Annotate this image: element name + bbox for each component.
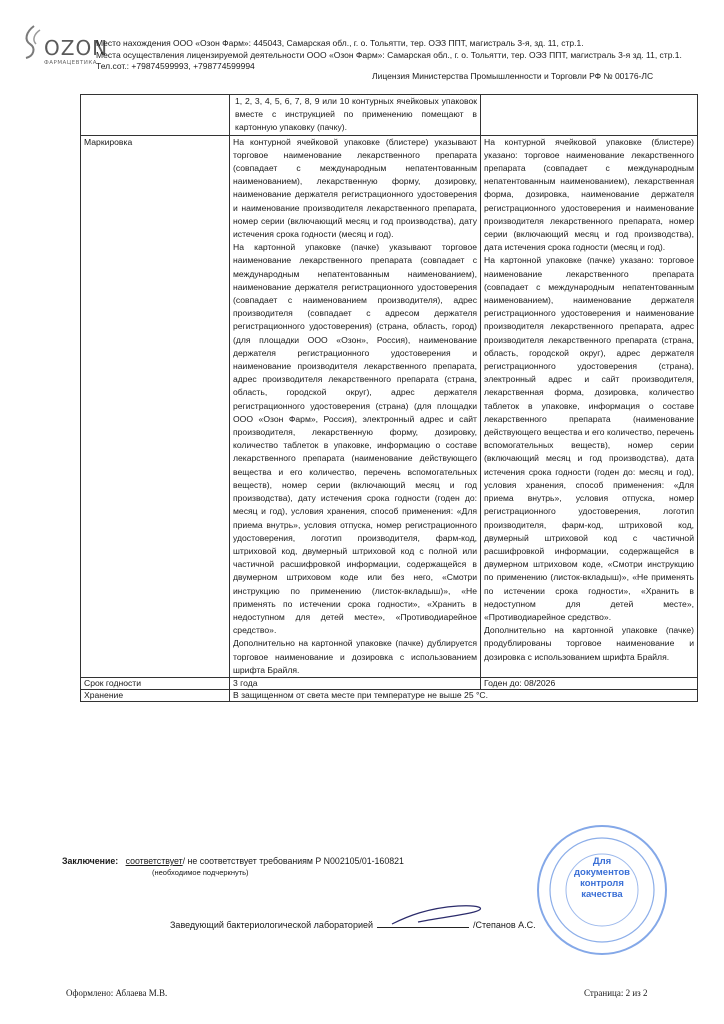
prepared-by: Оформлено: Аблаева М.В. [66,988,168,998]
storage-value: В защищенном от света месте при температуре не выше 25 °С. [230,689,698,701]
conclusion-hint: (необходимое подчеркнуть) [152,868,249,877]
table-row-storage [81,689,698,701]
page-number: Страница: 2 из 2 [584,988,648,998]
conclusion-complies: соответствует [125,856,183,866]
logo-brand: OZON [44,36,109,60]
conclusion [62,856,404,866]
marking-mid-pack: На картонной упаковке (пачке) указывают торговое наименование лекарственного препарата (совпадает с международным непатентованным наименованием), наименование держателя регистрационного удостоверения (совпадает с наименованием производителя), адрес производителя (совпадает с адресом держателя регистрационного удостоверения) (страна, область, город) (для площадки ООО «Озон», Россия), наименование держателя регистрационного удостоверения и наименование производителя лекарственного препарата, адрес производителя лекарственного препарата (страна, область, городской округ), адрес держателя регистрационного удостоверения (страна) (для площадки ООО «Озон Фарм», Россия), электронный адрес и сайт производителя, лекарственную форму, дозировку, количество таблеток в упаковке, информацию о составе лекарственного препарата (наименование действующего вещества и его количество, перечень вспомогательных веществ), номер серии (включающий месяц и год производства), дату истечения срока годности (годен до: месяц и год), условия хранения, способ применения: «Для приема внутрь», условия отпуска, номер регистрационного удостоверения, логотип производителя, фарм-код, штриховой код, двумерный штриховой код с полной или частичной расшифровкой информации, содержащейся в двумерном штриховом коде или без него, «Смотри инструкцию по применению (листок-вкладыш)», «Не применять по истечении срока годности», «Хранить в недоступном для детей месте», «Противодиарейное средство». [233,242,477,636]
handwritten-signature [388,898,498,934]
conclusion-label: Заключение: [62,856,119,866]
conclusion-rest: / не соответствует требованиям Р N002105/01-160821 [182,856,404,866]
shelf-life-actual: Годен до: 08/2026 [481,677,698,689]
header-phones: Тел.сот.: +79874599993, +798774599994 [96,61,255,71]
shelf-life-value: 3 года [230,677,481,689]
signer-role: Заведующий бактериологической лабораторией [170,920,374,930]
marking-label: Маркировка [81,135,230,677]
header-activity-location: Места осуществления лицензируемой деятельности ООО «Озон Фарм»: Самарская обл., г. о. Тольятти, тер. ОЭЗ ППТ, магистраль 3-я зд. 11, стр.1. [96,49,682,60]
marking-right-pack: На картонной упаковке (пачке) указано: торговое наименование лекарственного препарата (совпадает с международным непатентованным наименованием), наименование держателя регистрационного удостоверения и наименование производителя лекарственного препарата, адрес производителя лекарственного препарата (страна, область, городской округ), адрес держателя регистрационного удостоверения (страна), электронный адрес и сайт производителя, лекарственная форма, дозировка, количество таблеток в упаковке, информация о составе лекарственного препарата (наименование действующего вещества и его количество, перечень вспомогательных веществ), номер серии (включающий месяц и год производства), дата истечения срока годности (годен до: месяц и год), условия хранения, способ применения: «Для приема внутрь», условия отпуска, номер регистрационного удостоверения, логотип производителя, фарм-код, штриховой код, двумерный штриховой код с частичной расшифровкой информации, содержащейся в двумерном штриховом коде, «Смотри инструкцию по применению (листок-вкладыш)», «Не применять по истечении срока годности», «Хранить в недоступном для детей месте», «Противодиарейное средство». [484,255,694,622]
signer-name: /Степанов А.С. [473,920,536,930]
stamp-text: Для документов контроля качества [574,856,630,900]
shelf-life-label: Срок годности [81,677,230,689]
company-logo [22,24,109,74]
table-row-marking [81,135,698,677]
license-line: Лицензия Министерства Промышленности и Торговли РФ № 00176-ЛС [372,71,654,81]
storage-label: Хранение [81,689,230,701]
quality-control-stamp [534,822,670,958]
marking-right-braille: Дополнительно на картонной упаковке (пачке) продублированы торговое наименование и дозировка с использованием шрифта Брайля. [484,625,694,662]
packaging-text: 1, 2, 3, 4, 5, 6, 7, 8, 9 или 10 контурных ячейковых упаковок вместе с инструкцией по применению помещают в картонную упаковку (пачку). [235,96,477,133]
logo-swirl-icon [22,24,44,60]
marking-right-blister: На контурной ячейковой упаковке (блистере) указано: торговое наименование лекарственного препарата (совпадает с международным непатентованным наименованием), лекарственная форма, дозировка, наименование держателя регистрационного удостоверения и наименование производителя лекарственного препарата, номер серии (включающий месяц и год производства), дата истечения срока годности (месяц и год). [484,136,694,253]
table-row [81,95,698,136]
header-address: Место нахождения ООО «Озон Фарм»: 445043, Самарская обл., г. о. Тольятти, тер. ОЭЗ ППТ, магистраль 3-я, зд. 11, стр.1. [96,38,584,48]
marking-mid-blister: На контурной ячейковой упаковке (блистере) указывают торговое наименование лекарственного препарата (совпадает с международным непатентованным наименованием), лекарственную форму, дозировку, наименование держателя регистрационного удостоверения и наименование производителя лекарственного препарата, номер серии (включающий месяц и год производства), дату истечения срока годности (месяц и год). [233,136,477,240]
spec-table [80,94,698,702]
logo-tagline: ФАРМАЦЕВТИКА [44,60,97,66]
table-row-shelf-life [81,677,698,689]
company-header [96,38,686,73]
marking-mid-braille: Дополнительно на картонной упаковке (пачке) дублируется торговое наименование и дозировка с использованием шрифта Брайля. [233,638,477,675]
